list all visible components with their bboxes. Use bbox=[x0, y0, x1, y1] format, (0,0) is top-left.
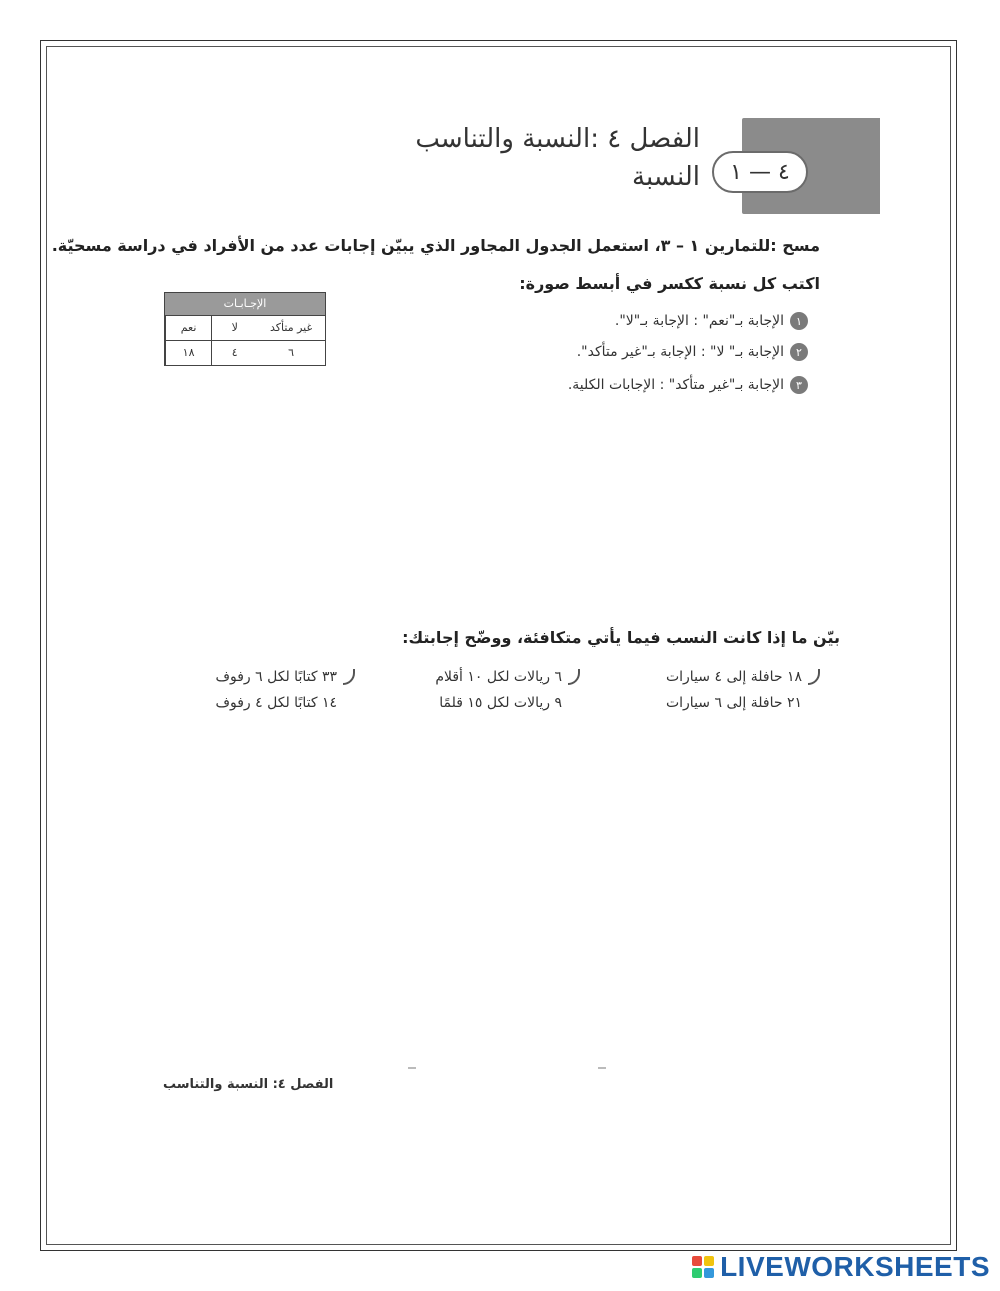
header-cell: غير متأكد bbox=[270, 321, 313, 334]
table-values-row bbox=[165, 340, 325, 365]
lesson-title: النسبة bbox=[632, 162, 700, 192]
question-number: ١ bbox=[790, 312, 808, 330]
value-cell: ٦ bbox=[288, 346, 295, 359]
table-header-row bbox=[165, 316, 325, 340]
lesson-number-badge bbox=[712, 151, 808, 193]
ratio-a: ١٨ حافلة إلى ٤ سيارات bbox=[665, 669, 802, 685]
survey-instruction: اكتب كل نسبة ككسر في أبسط صورة: bbox=[519, 274, 820, 293]
exercise-marker-icon bbox=[568, 669, 580, 685]
table-title: الإجـابـات bbox=[165, 293, 325, 316]
ratio-b: ٢١ حافلة إلى ٦ سيارات bbox=[665, 695, 802, 711]
question-1 bbox=[615, 312, 808, 330]
exercise-marker-icon bbox=[343, 669, 355, 685]
ratio-b: ٩ ريالات لكل ١٥ قلمًا bbox=[439, 695, 562, 711]
responses-table bbox=[164, 292, 326, 366]
header-cell: نعم bbox=[165, 316, 211, 340]
question-text: الإجابة بـ" لا" : الإجابة بـ"غير متأكد". bbox=[576, 344, 784, 360]
ratio-b: ١٤ كتابًا لكل ٤ رفوف bbox=[215, 695, 337, 711]
equivalence-item-2 bbox=[435, 664, 580, 716]
equivalence-item-1 bbox=[666, 664, 820, 716]
value-cell: ٤ bbox=[211, 341, 257, 365]
divider-mark bbox=[408, 1067, 416, 1069]
question-text: الإجابة بـ"نعم" : الإجابة بـ"لا". bbox=[614, 313, 784, 329]
survey-intro: مسح :للتمارين ١ – ٣، استعمل الجدول المجاور الذي يبيّن إجابات عدد من الأفراد في دراسة مسحيّة. bbox=[51, 236, 820, 255]
logo-square bbox=[704, 1268, 714, 1278]
question-2 bbox=[577, 343, 808, 361]
equivalence-title: بيّن ما إذا كانت النسب فيما يأتي متكافئة، ووضّح إجابتك: bbox=[402, 628, 840, 647]
logo-square bbox=[692, 1256, 702, 1266]
page-footer: الفصل ٤: النسبة والتناسب bbox=[163, 1077, 334, 1092]
logo-square bbox=[704, 1256, 714, 1266]
question-number: ٣ bbox=[790, 376, 808, 394]
brand-name: LIVEWORKSHEETS bbox=[720, 1251, 990, 1282]
header-cell: لا bbox=[211, 316, 257, 340]
question-number: ٢ bbox=[790, 343, 808, 361]
question-3 bbox=[568, 376, 808, 394]
liveworksheets-brand[interactable] bbox=[692, 1251, 990, 1283]
logo-square bbox=[692, 1268, 702, 1278]
divider-mark bbox=[598, 1067, 606, 1069]
chapter-title: الفصل ٤ :النسبة والتناسب bbox=[415, 124, 700, 154]
question-text: الإجابة بـ"غير متأكد" : الإجابات الكلية. bbox=[567, 377, 784, 393]
lesson-number: ٤ — ١ bbox=[730, 159, 790, 185]
brand-logo-icon bbox=[692, 1256, 714, 1278]
value-cell: ١٨ bbox=[165, 341, 211, 365]
ratio-a: ٦ ريالات لكل ١٠ أقلام bbox=[435, 669, 562, 685]
equivalence-item-3 bbox=[215, 664, 355, 716]
exercise-marker-icon bbox=[808, 669, 820, 685]
ratio-a: ٣٣ كتابًا لكل ٦ رفوف bbox=[215, 669, 337, 685]
